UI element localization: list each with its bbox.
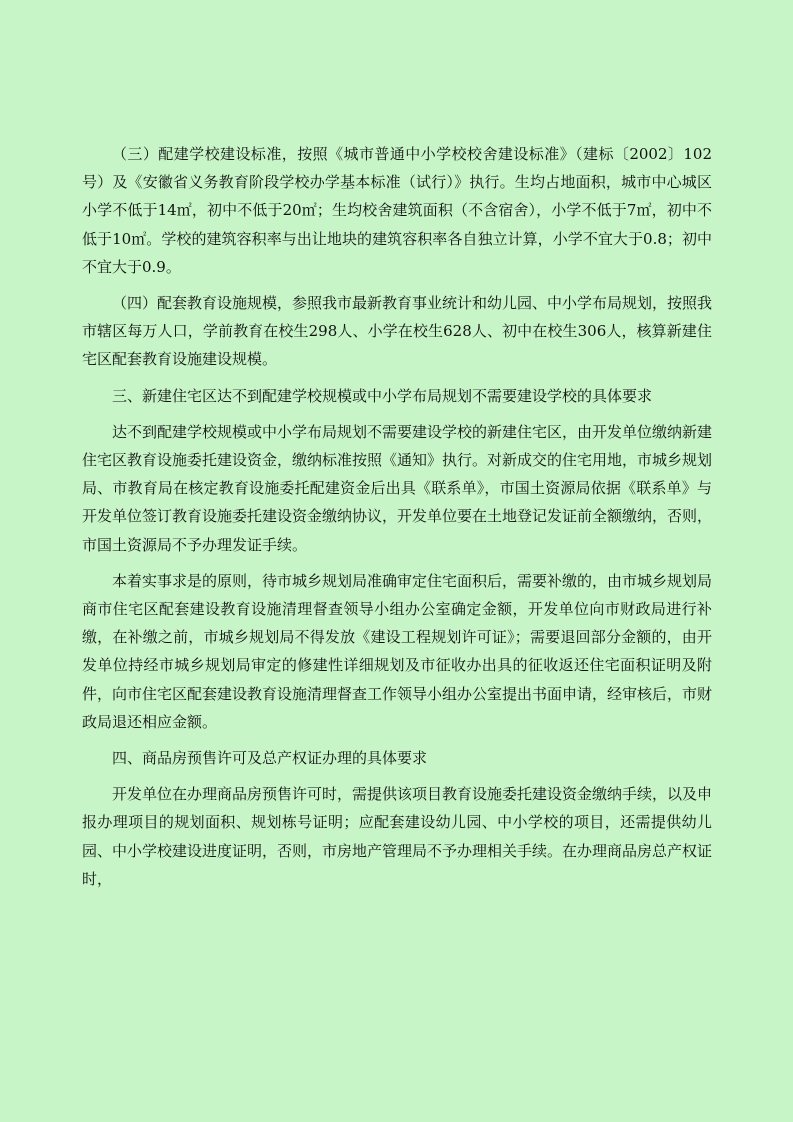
paragraph-school-construction-standard: （三）配建学校建设标准，按照《城市普通中小学校校舍建设标准》（建标〔2002〕102号）及《安徽省义务教育阶段学校办学基本标准（试行）》执行。生均占地面积，城市中心城区小学不低于14㎡，初中不低于20㎡；生均校舍建筑面积（不含宿舍），小学不低于7㎡，初中不低于10㎡。学校的建筑容积率与出让地块的建筑容积率各自独立计算，小学不宜大于0.8；初中不宜大于0.9。 [82,145,712,276]
paragraph-entrusted-funds: 达不到配建学校规模或中小学布局规划不需要建设学校的新建住宅区，由开发单位缴纳新建住宅区教育设施委托建设资金，缴纳标准按照《通知》执行。对新成交的住宅用地，市城乡规划局、市教育局在核定教育设施委托配建资金后出具《联系单》，市国土资源局依据《联系单》与开发单位签订教育设施委托建设资金缴纳协议，开发单位要在土地登记发证前全额缴纳，否则，市国土资源局不予办理发证手续。 [82,422,713,554]
document-page [82,140,712,893]
paragraph-supplementary-payment: 本着实事求是的原则，待市城乡规划局准确审定住宅面积后，需要补缴的，由市城乡规划局商市住宅区配套建设教育设施清理督查领导小组办公室确定金额，开发单位向市财政局进行补缴，在补缴之前，市城乡规划局不得发放《建设工程规划许可证》；需要退回部分金额的，由开发单位持经市城乡规划局审定的修建性详细规划及市征收办出具的征收返还住宅面积证明及附件，向市住宅区配套建设教育设施清理督查工作领导小组办公室提出书面申请，经审核后，市财政局退还相应金额。 [82,571,713,731]
section-heading-three: 三、新建住宅区达不到配建学校规模或中小学布局规划不需要建设学校的具体要求 [112,386,653,405]
section-heading-four: 四、商品房预售许可及总产权证办理的具体要求 [112,749,428,768]
paragraph-facility-scale: （四）配套教育设施规模，参照我市最新教育事业统计和幼儿园、中小学布局规划，按照我市辖区每万人口，学前教育在校生298人、小学在校生628人、初中在校生306人，核算新建住宅区配套教育设施建设规模。 [82,294,713,369]
paragraph-presale-permit: 开发单位在办理商品房预售许可时，需提供该项目教育设施委托建设资金缴纳手续，以及申报办理项目的规划面积、规划栋号证明；应配套建设幼儿园、中小学校的项目，还需提供幼儿园、中小学校建设进度证明，否则，市房地产管理局不予办理相关手续。在办理商品房总产权证时， [82,785,713,888]
